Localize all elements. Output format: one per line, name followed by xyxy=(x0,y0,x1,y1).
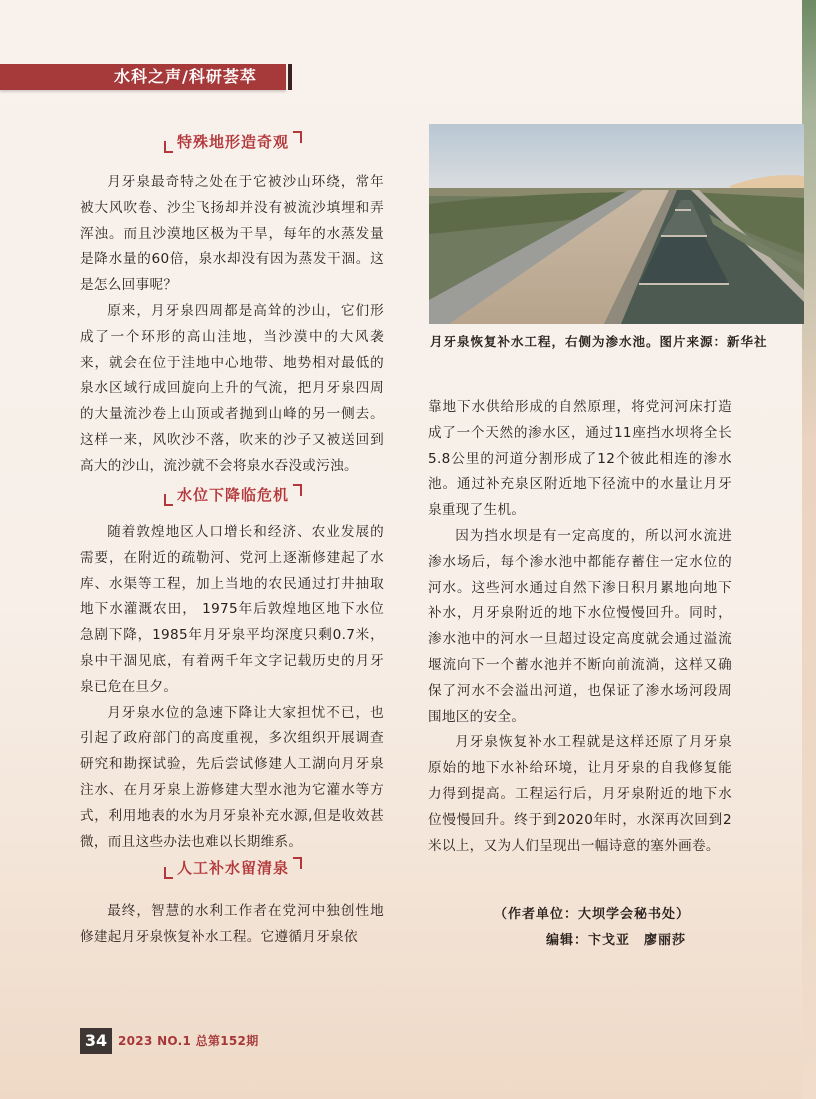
subheading-terrain xyxy=(164,131,302,153)
paragraph: 原来，月牙泉四周都是高耸的沙山，它们形成了一个环形的高山洼地，当沙漠中的大风袭来，就会在位于洼地中心地带、地势相对最低的泉水区域行成回旋向上升的气流，把月牙泉四周的大量流沙卷上山顶或者抛到山峰的另一侧去。这样一来，风吹沙不落，吹来的沙子又被送回到高大的沙山，流沙就不会将泉水吞没或污浊。 xyxy=(80,302,384,474)
right-column-text xyxy=(428,395,732,859)
author-affiliation: （作者单位：大坝学会秘书处） xyxy=(494,907,691,922)
subheading-replenish xyxy=(164,857,302,879)
heading-bracket-right xyxy=(293,857,302,869)
paragraph: 因为挡水坝是有一定高度的，所以河水流进渗水场后，每个渗水池中都能存蓄住一定水位的河水。这些河水通过自然下渗日积月累地向地下补水，月牙泉附近的地下水位慢慢回升。同时，渗水池中的河水一旦超过设定高度就会通过溢流堰流向下一个蓄水池并不断向前流淌，这样又确保了河水不会溢出河道，也保证了渗水场河段周围地区的安全。 xyxy=(428,527,732,725)
aerial-photo-illustration xyxy=(429,124,804,324)
issue-label: 2023 NO.1 总第152期 xyxy=(118,1034,259,1048)
paragraph: 靠地下水供给形成的自然原理，将党河河床打造成了一个天然的渗水区，通过11座挡水坝将全长5.8公里的河道分割形成了12个彼此相连的渗水池。通过补充泉区附近地下径流中的水量让月牙泉重现了生机。 xyxy=(428,399,732,519)
adjacent-page-photo-edge xyxy=(802,0,816,1099)
page-number: 34 xyxy=(80,1028,112,1054)
heading-bracket-left xyxy=(164,494,173,506)
paragraph: 月牙泉最奇特之处在于它被沙山环绕，常年被大风吹卷、沙尘飞扬却并没有被流沙填埋和弄浑浊。而且沙漠地区极为干旱，每年的水蒸发量是降水量的60倍，泉水却没有因为蒸发干涸。这是怎么回事呢？ xyxy=(80,174,384,294)
left-column-block-1 xyxy=(80,170,384,480)
heading-bracket-right xyxy=(293,484,302,496)
subheading-water-level-text: 水位下降临危机 xyxy=(177,486,290,504)
heading-bracket-right xyxy=(293,131,302,143)
heading-bracket-left xyxy=(164,867,173,879)
photo-caption: 月牙泉恢复补水工程，右侧为渗水池。图片来源：新华社 xyxy=(430,334,768,349)
paragraph: 月牙泉水位的急速下降让大家担忧不已，也引起了政府部门的高度重视，多次组织开展调查研究和勘探试验，先后尝试修建人工湖向月牙泉注水、在月牙泉上游修建大型水池为它灌水等方式，利用地表的水为月牙泉补充水源,但是收效甚微，而且这些办法也难以长期维系。 xyxy=(80,704,384,850)
left-column-block-3 xyxy=(80,899,384,951)
heading-bracket-left xyxy=(164,141,173,153)
aerial-photo xyxy=(429,124,804,324)
left-column-block-2 xyxy=(80,520,384,855)
subheading-water-level xyxy=(164,484,302,506)
subheading-replenish-text: 人工补水留清泉 xyxy=(177,859,290,877)
paragraph: 最终，智慧的水利工作者在党河中独创性地修建起月牙泉恢复补水工程。它遵循月牙泉依 xyxy=(80,903,384,945)
section-header-end-mark xyxy=(288,64,292,90)
editor-credit: 编辑：卞戈亚 廖丽莎 xyxy=(546,933,687,948)
subheading-terrain-text: 特殊地形造奇观 xyxy=(177,133,290,151)
paragraph: 随着敦煌地区人口增长和经济、农业发展的需要，在附近的疏勒河、党河上逐渐修建起了水库、水渠等工程，加上当地的农民通过打井抽取地下水灌溉农田， 1975年后敦煌地区地下水位急剧下降，1985年月牙泉平均深度只剩0.7米，泉中干涸见底，有着两千年文字记载历史的月牙泉已危在旦夕。 xyxy=(80,524,384,695)
section-title: 水科之声/科研荟萃 xyxy=(114,67,257,86)
paragraph: 月牙泉恢复补水工程就是这样还原了月牙泉原始的地下水补给环境，让月牙泉的自我修复能力得到提高。工程运行后，月牙泉附近的地下水位慢慢回升。终于到2020年时，水深再次回到2米以上，又为人们呈现出一幅诗意的塞外画卷。 xyxy=(428,734,732,854)
